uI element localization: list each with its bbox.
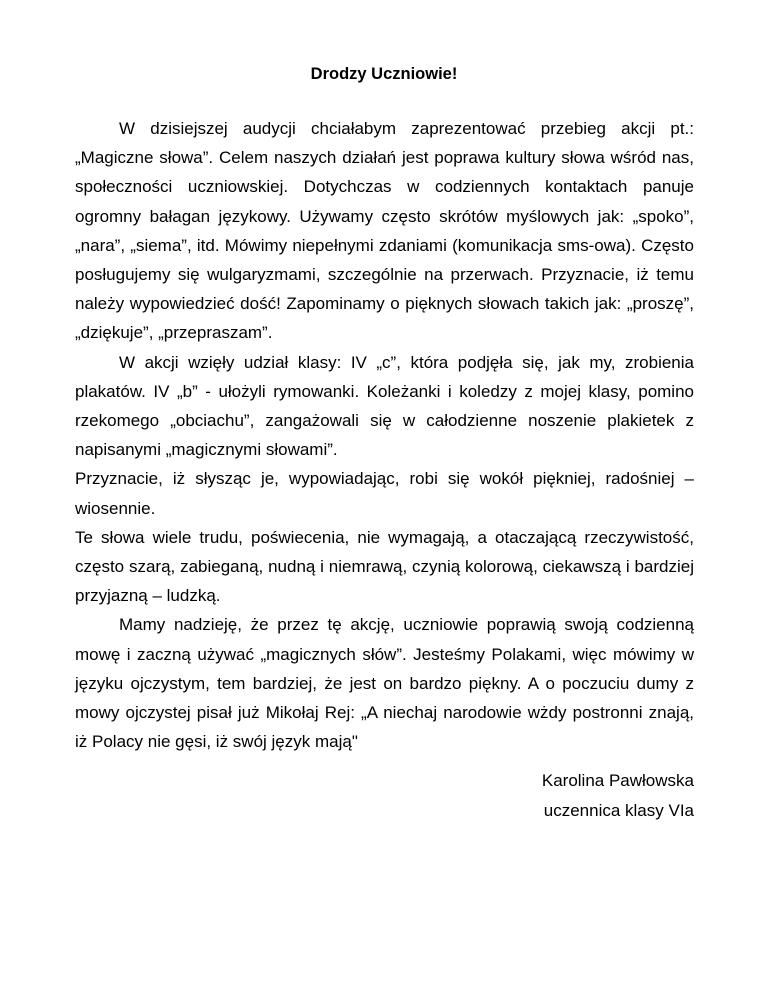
paragraph-hope: Mamy nadzieję, że przez tę akcję, uczniowie poprawią swoją codzienną mowę i zaczną używać „magicznych słów”. Jesteśmy Polakami, więc mówimy w języku ojczystym, tem bardziej, że jest on bardzo piękny. A o poczuciu dumy z mowy ojczystej pisał już Mikołaj Rej: „A niechaj narodowie wżdy postronni znają, iż Polacy nie gęsi, iż swój język mają": [75, 615, 694, 752]
paragraph-spring: Przyznacie, iż słysząc je, wypowiadając, robi się wokół piękniej, radośniej – wiosennie.: [75, 469, 694, 518]
letter-body: [75, 114, 694, 756]
signature-role: uczennica klasy VIa: [543, 800, 694, 820]
paragraph-intro: W dzisiejszej audycji chciałabym zaprezentować przebieg akcji pt.: „Magiczne słowa”. Celem naszych działań jest poprawa kultury słowa wśród nas, społeczności uczniowskiej. Dotychczas w codziennych kontaktach panuje ogromny bałagan językowy. Używamy często skrótów myślowych jak: „spoko”, „nara”, „siema”, itd. Mówimy niepełnymi zdaniami (komunikacja sms-owa). Często posługujemy się wulgaryzmami, szczególnie na przerwach. Przyznacie, iż temu należy wypowiedzieć dość! Zapominamy o pięknych słowach takich jak: „proszę”, „dziękuje”, „przepraszam”.: [75, 119, 694, 343]
paragraph-action: W akcji wzięły udział klasy: IV „c”, która podjęła się, jak my, zrobienia plakatów. IV „b” - ułożyli rymowanki. Koleżanki i koledzy z mojej klasy, pomino rzekomego „obciachu”, zangażowali się w całodzienne noszenie plakietek z napisanymi „magicznymi słowami”.: [75, 352, 694, 460]
signature-name: Karolina Pawłowska: [541, 771, 694, 790]
paragraph-words: Te słowa wiele trudu, poświecenia, nie wymagają, a otaczającą rzeczywistość, często szarą, zabieganą, nudną i niemrawą, czynią kolorową, ciekawszą i bardziej przyjazną – ludzką.: [75, 527, 694, 606]
signature: [440, 766, 694, 825]
page-title: Drodzy Uczniowie!: [310, 65, 458, 83]
